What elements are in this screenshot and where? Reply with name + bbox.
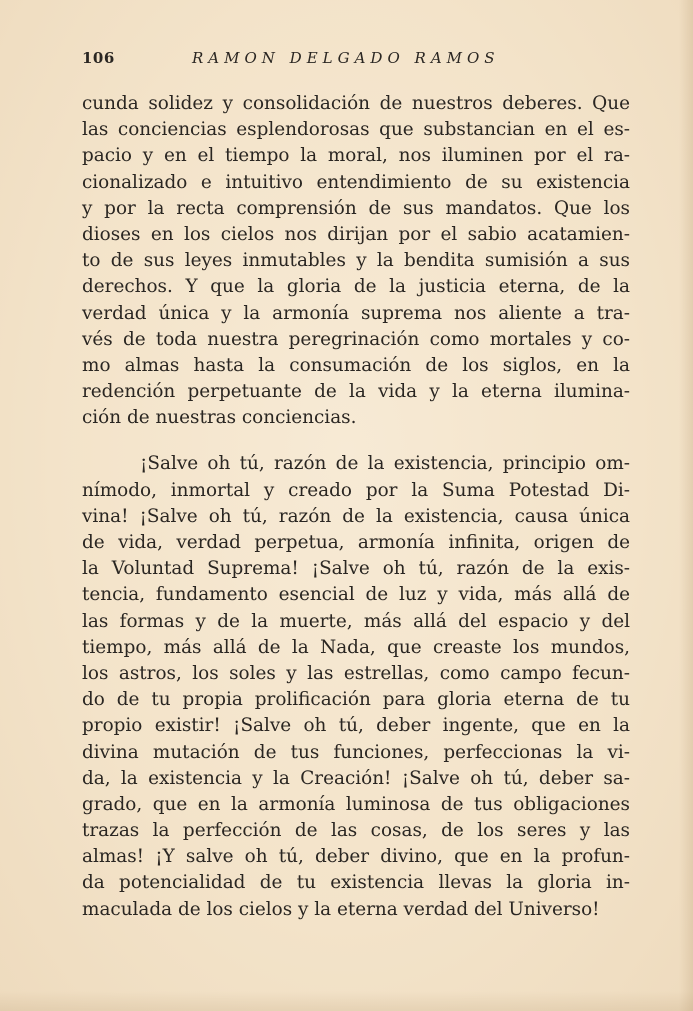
page-edge-shadow (679, 0, 693, 1011)
text-line: da, la existencia y la Creación! ¡Salve oh tú, deber sa- (82, 767, 630, 789)
text-line: redención perpetuante de la vida y la eterna ilumina- (82, 381, 630, 403)
text-line: vina! ¡Salve oh tú, razón de la existencia, causa única (82, 505, 630, 527)
text-line: las conciencias esplendorosas que substancian en el es- (82, 119, 630, 141)
text-line: maculada de los cielos y la eterna verdad del Universo! (82, 898, 600, 920)
text-line: tencia, fundamento esencial de luz y vida, más allá de (82, 584, 630, 606)
paragraph (82, 91, 630, 431)
text-line: verdad única y la armonía suprema nos aliente a tra- (82, 302, 630, 324)
text-line: cionalizado e intuitivo entendimiento de su existencia (82, 171, 630, 193)
body-text (82, 91, 630, 923)
text-line: cunda solidez y consolidación de nuestros deberes. Que (82, 93, 630, 114)
text-line: las formas y de la muerte, más allá del espacio y del (82, 610, 630, 632)
paragraph (82, 451, 630, 922)
page-bottom-shadow (0, 991, 693, 1011)
text-line: de vida, verdad perpetua, armonía infinita, origen de (82, 532, 630, 553)
text-line: almas! ¡Y salve oh tú, deber divino, que en la profun- (82, 846, 630, 868)
text-line: ción de nuestras conciencias. (82, 407, 357, 429)
text-line: mo almas hasta la consumación de los siglos, en la (82, 354, 630, 376)
text-line: tiempo, más allá de la Nada, que creaste los mundos, (82, 636, 630, 658)
text-line: pacio y en el tiempo la moral, nos iluminen por el ra- (82, 145, 630, 167)
text-line: nímodo, inmortal y creado por la Suma Potestad Di- (82, 479, 630, 501)
text-line: divina mutación de tus funciones, perfeccionas la vi- (82, 741, 630, 763)
text-line: los astros, los soles y las estrellas, como campo fecun- (82, 662, 630, 684)
text-line: do de tu propia prolificación para gloria eterna de tu (82, 689, 630, 711)
text-line: grado, que en la armonía luminosa de tus obligaciones (82, 793, 630, 815)
text-line: dioses en los cielos nos dirijan por el sabio acatamien- (82, 223, 630, 245)
text-line: la Voluntad Suprema! ¡Salve oh tú, razón de la exis- (82, 558, 630, 580)
text-line: to de sus leyes inmutables y la bendita sumisión a sus (82, 250, 630, 272)
text-line: da potencialidad de tu existencia llevas la gloria in- (82, 872, 630, 894)
text-line: propio existir! ¡Salve oh tú, deber ingente, que en la (82, 715, 630, 737)
running-head: RAMON DELGADO RAMOS (192, 49, 500, 67)
page-header (82, 49, 630, 71)
text-line: vés de toda nuestra peregrinación como mortales y co- (82, 328, 630, 350)
text-line: trazas la perfección de las cosas, de los seres y las (82, 820, 630, 842)
paragraph-gap (82, 431, 630, 451)
text-line: y por la recta comprensión de sus mandatos. Que los (82, 197, 630, 219)
page-number: 106 (82, 49, 115, 67)
text-line: ¡Salve oh tú, razón de la existencia, principio om- (140, 453, 630, 475)
text-line: derechos. Y que la gloria de la justicia eterna, de la (82, 276, 630, 298)
